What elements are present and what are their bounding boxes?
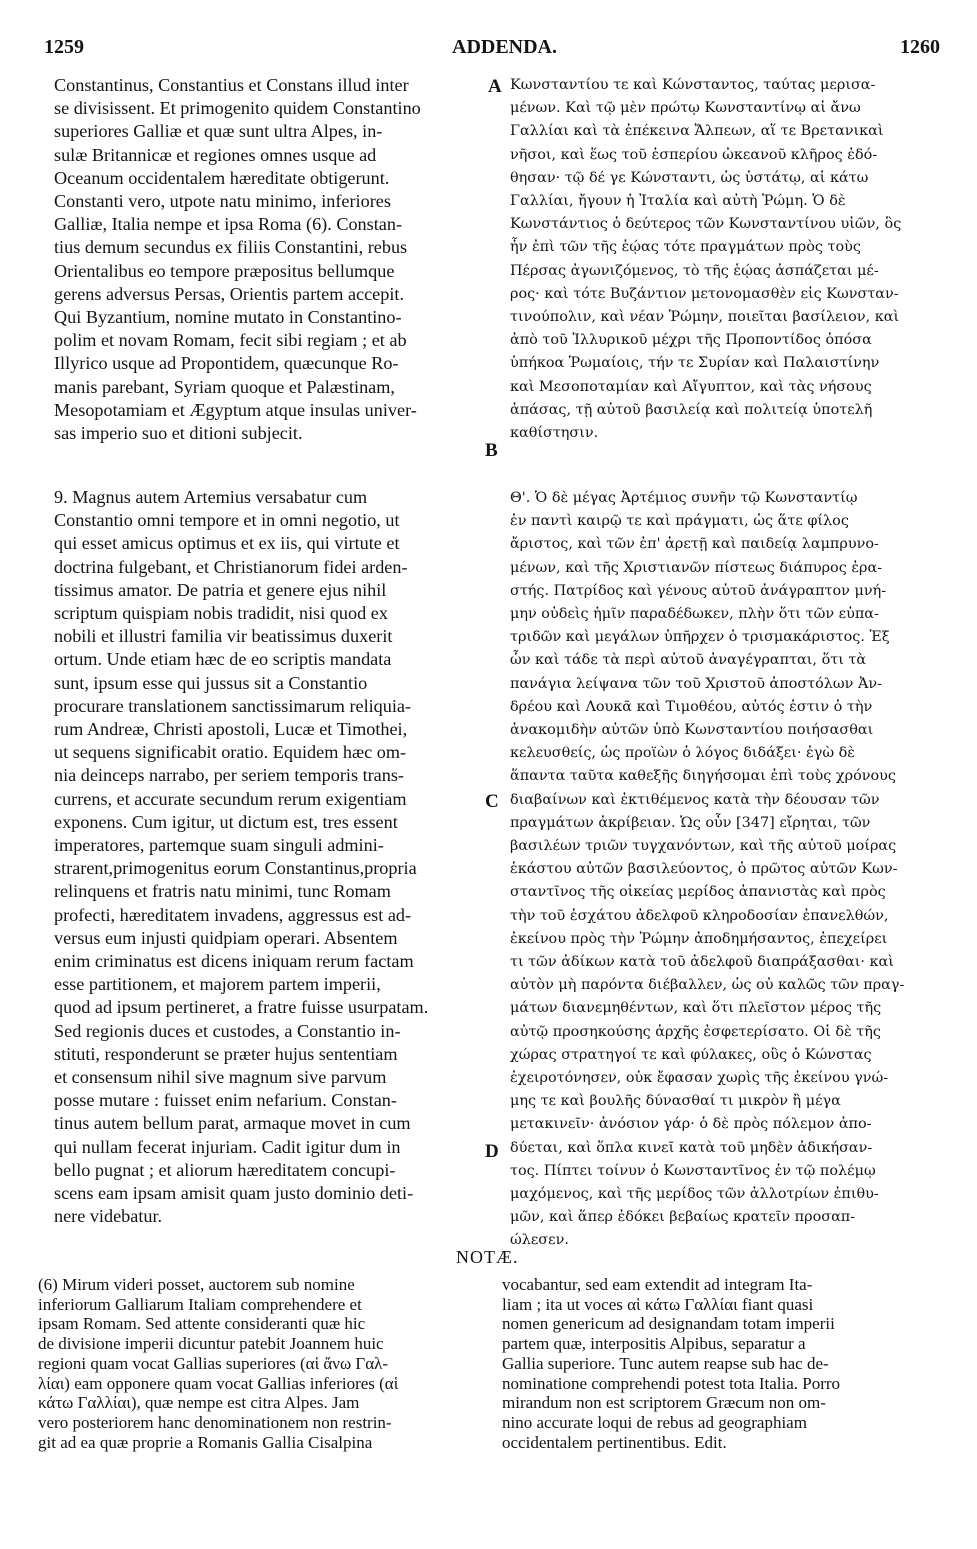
latin-line: doctrina fulgebant, et Christianorum fidei arden- [54, 556, 408, 577]
latin-line: sas imperio suo et ditioni subjecit. [54, 423, 303, 443]
latin-line: Orientalibus eo tempore præpositus bellumque [54, 260, 395, 281]
latin-line: bello pugnat ; et aliorum hæreditatem concupi- [54, 1159, 396, 1180]
note-line: vocabantur, sed eam extendit ad integram Ita- [502, 1275, 813, 1294]
greek-line: ὑπήκοα Ῥωμαίοις, τήν τε Συρίαν καὶ Παλαιστίνην [510, 355, 880, 372]
latin-line: sunt, ipsum esse qui jussus sit a Constantio [54, 672, 368, 693]
latin-line: Constantio omni tempore et in omni negotio, ut [54, 510, 400, 531]
greek-line: μάτων διανεμηθέντων, καὶ ὅτι πλεῖστον μέρος τῆς [510, 1000, 882, 1017]
note-line: λίαι) eam opponere quam vocat Gallias inferiores (αἱ [38, 1373, 399, 1393]
notes-heading: NOTÆ. [456, 1247, 519, 1267]
greek-line: Γαλλίαι, ἤγουν ἡ Ἰταλία καὶ αὐτὴ Ῥώμη. Ὁ δὲ [510, 193, 846, 209]
greek-line: μῶν, καὶ ἅπερ ἐδόκει βεβαίως κρατεῖν προσαπ- [510, 1209, 856, 1226]
latin-line: profecti, hæreditatem invadens, aggressus est ad- [54, 904, 412, 925]
greek-line: μην οὐδεὶς ἡμῖν παραδέδωκεν, πλὴν ὅτι τῶν εὐπα- [510, 606, 879, 622]
latin-line: strarent,primogenitus eorum Constantinus,propria [54, 858, 417, 879]
note-line: mirandum non est scriptorem Græcum non om- [502, 1393, 826, 1413]
note-line: git ad ea quæ proprie a Romanis Gallia Cisalpina [38, 1432, 373, 1452]
greek-line: τι τῶν ἀδίκων κατὰ τοῦ ἀδελφοῦ διαπράξασθαι· καὶ [510, 954, 894, 970]
latin-line: qui esset amicus optimus et ex iis, qui virtute et [54, 533, 400, 554]
latin-line: quod ad ipsum pertineret, a fratre fuisse usurpatam. [54, 997, 429, 1018]
latin-line: Galliæ, Italia nempe et ipsa Roma (6). Constan- [54, 214, 403, 235]
note-line: regioni quam vocat Gallias superiores (αἱ ἄνω Γαλ- [38, 1353, 389, 1373]
greek-line: πανάγια λείψανα τῶν τοῦ Χριστοῦ ἀποστόλων Ἀν- [510, 675, 882, 692]
greek-line: ρος· καὶ τότε Βυζάντιον μετονομασθὲν εἰς Κωνσταν- [510, 285, 899, 302]
greek-line: καθίστησιν. [510, 425, 599, 441]
note-line: de divisione imperii dicuntur patebit Joannem huic [38, 1334, 384, 1354]
latin-line: Qui Byzantium, nomine mutato in Constantino- [54, 307, 402, 327]
latin-line: et consensum nihil sive magnum sive parvum [54, 1067, 387, 1087]
latin-line: Oceanum occidentalem hæreditate obtigerunt. [54, 167, 390, 188]
greek-line: στής. Πατρίδος καὶ γένους αὐτοῦ ἀνάγραπτον μνή- [510, 582, 887, 599]
latin-line: gerens adversus Persas, Orientis partem accepit. [54, 283, 404, 304]
greek-line: πραγμάτων ἀκρίβειαν. Ὡς οὖν [347] εἴρηται, τῶν [510, 814, 871, 831]
latin-line: Mesopotamiam et Ægyptum atque insulas univer- [54, 399, 417, 420]
greek-line: ὧν καὶ τάδε τὰ περὶ αὐτοῦ ἀναγέγραπται, ὅτι τὰ [510, 652, 867, 669]
latin-line: Illyrico usque ad Propontidem, quæcunque Ro- [54, 353, 399, 374]
latin-line: superiores Galliæ et quæ sunt ultra Alpes, in- [54, 121, 383, 142]
latin-line: nere videbatur. [54, 1206, 163, 1227]
greek-line: ἦν ἐπὶ τῶν τῆς ἑῴας τότε πραγμάτων πρὸς τοὺς [510, 239, 861, 256]
greek-line: αὐτὸν μὴ παρόντα διέβαλλεν, ὡς οὐ καλῶς τῶν πραγ- [510, 977, 905, 994]
greek-line: δρέου καὶ Λουκᾶ καὶ Τιμοθέου, αὐτός ἐστιν ὁ τὴν [510, 698, 873, 715]
note-line: κάτω Γαλλίαι), quæ nempe est citra Alpes. Jam [38, 1393, 360, 1413]
note-line: vero posteriorem hanc denominationem non restrin- [38, 1412, 392, 1432]
greek-line: καὶ Μεσοποταμίαν καὶ Αἴγυπτον, καὶ τὰς νήσους [510, 378, 872, 395]
greek-line: Κωνσταντίου τε καὶ Κώνσταντος, ταύτας μερισα- [510, 77, 876, 93]
page-number-left: 1259 [44, 36, 84, 58]
latin-line: Constantinus, Constantius et Constans illud inter [54, 75, 409, 95]
greek-line: μης τε καὶ βουλῆς δύνασθαί τι μικρὸν ἢ μέγα [510, 1093, 841, 1110]
latin-line: tissimus amator. De patria et genere ejus nihil [54, 579, 387, 600]
greek-line: κελευσθείς, ὡς προϊὼν ὁ λόγος διδάξει· ἐγὼ δὲ [510, 745, 856, 762]
greek-line: τος. Πίπτει τοίνυν ὁ Κωνσταντῖνος ἐν τῷ πολέμῳ [510, 1162, 876, 1179]
greek-line: Θ'. Ὁ δὲ μέγας Ἀρτέμιος συνῆν τῷ Κωνσταντίῳ [510, 490, 858, 506]
note-line: Gallia superiore. Tunc autem reapse sub hac de- [502, 1353, 829, 1373]
greek-line: μετακινεῖν· ἀνόσιον γάρ· ὁ δὲ πρὸς πόλεμον ἀπο- [510, 1116, 872, 1133]
note-line: ipsam Romam. Sed attente consideranti quæ hic [38, 1314, 366, 1334]
greek-line: ἀπὸ τοῦ Ἰλλυρικοῦ μέχρι τῆς Προποντίδος ὁπόσα [510, 332, 872, 349]
note-line: nomen genericum ad designandam totam imperii [502, 1314, 835, 1334]
greek-line: ἐχειροτόνησεν, οὐκ ἔφασαν χωρὶς τῆς ἐκείνου γνώ- [510, 1070, 889, 1086]
latin-line: manis parebant, Syriam quoque et Palæstinam, [54, 376, 395, 397]
greek-line: Κωνστάντιος ὁ δεύτερος τῶν Κωνσταντίνου υἱῶν, ὃς [510, 216, 902, 233]
greek-line: Γαλλίαι καὶ τὰ ἐπέκεινα Ἄλπεων, αἵ τε Βρετανικαὶ [510, 123, 884, 140]
latin-line: currens, et accurate secundum rerum exigentiam [54, 788, 407, 809]
greek-line: σταντῖνος τῆς οἰκείας μερίδος ἀπανιστὰς καὶ πρὸς [510, 884, 886, 901]
greek-line: ἑκάστου αὐτῶν βασιλεύοντος, ὁ πρῶτος αὐτῶν Κων- [510, 861, 898, 878]
latin-line: versus eum injusti quidpiam operari. Absentem [54, 927, 398, 948]
latin-line: rum Andreæ, Christi apostoli, Lucæ et Timothei, [54, 719, 408, 739]
latin-line: posse mutare : fuisset enim nefarium. Constan- [54, 1090, 397, 1111]
note-line: nominatione comprehendi potest tota Italia. Porro [502, 1373, 841, 1393]
latin-line: se divisissent. Et primogenito quidem Constantino [54, 98, 421, 119]
note-line: nino accurate loqui de rebus ad geographiam [502, 1412, 807, 1432]
note-line: occidentalem pertinentibus. Edit. [502, 1432, 727, 1452]
greek-line: ἁπάσας, τῇ αὐτοῦ βασιλείᾳ καὶ πολιτείᾳ ὑποτελῆ [510, 401, 873, 418]
margin-letter-a: A [488, 76, 502, 97]
latin-line: stituti, responderunt se præter hujus sententiam [54, 1043, 398, 1064]
margin-letter-c: C [485, 791, 499, 812]
latin-line: tius demum secundus ex filiis Constantini, rebus [54, 237, 408, 258]
note-line: inferiorum Galliarum Italiam comprehendere et [38, 1294, 362, 1314]
greek-line: μένων. Καὶ τῷ μὲν πρώτῳ Κωνσταντίνῳ αἱ ἄνω [510, 100, 861, 117]
latin-line: nia deinceps narrabo, per seriem temporis trans- [54, 765, 404, 786]
greek-line: διαβαίνων καὶ ἐκτιθέμενος κατὰ τὴν δέουσαν τῶν [510, 791, 880, 808]
latin-line: procurare translationem sanctissimarum reliquia- [54, 695, 412, 716]
greek-line: θησαν· τῷ δέ γε Κώνσταντι, ὡς ὑστάτῳ, αἱ κάτω [510, 169, 869, 186]
greek-line: τὴν τοῦ ἐσχάτου ἀδελφοῦ κληροδοσίαν ἐπανελθών, [510, 907, 889, 924]
greek-line: τινούπολιν, καὶ νέαν Ῥώμην, ποιεῖται βασίλειον, καὶ [510, 309, 900, 325]
greek-line: μένων, καὶ τῆς Χριστιανῶν πίστεως διάπυρος ἐρα- [510, 559, 883, 576]
note-line: liam ; ita ut voces αἱ κάτω Γαλλίαι fiant quasi [502, 1294, 814, 1314]
page-number-right: 1260 [900, 36, 940, 58]
greek-line: δύεται, καὶ ὅπλα κινεῖ κατὰ τοῦ μηδὲν ἀδικήσαν- [510, 1139, 873, 1156]
latin-line: polim et novam Romam, fecit sibi regiam ; et ab [54, 330, 407, 351]
greek-line: αὐτῷ προσηκούσης ἀρχῆς ἐσφετερίσατο. Οἱ δὲ τῆς [510, 1023, 881, 1040]
margin-letter-d: D [485, 1141, 499, 1162]
greek-line: ώλεσεν. [510, 1232, 569, 1249]
greek-line: νῆσοι, καὶ ἕως τοῦ ἑσπερίου ὠκεανοῦ κλῆρος ἐδό- [510, 146, 878, 163]
running-title: ADDENDA. [452, 36, 557, 58]
greek-line: Πέρσας ἀγωνιζόμενος, τὸ τῆς ἑῴας ἀσπάζεται μέ- [510, 262, 879, 279]
note-line: partem quæ, interpositis Alpibus, separatur a [502, 1334, 806, 1354]
latin-line: sulæ Britannicæ et regiones omnes usque ad [54, 144, 377, 165]
latin-line: scens eam ipsam amisit quam justo dominio deti- [54, 1183, 414, 1203]
greek-line: βασιλέων τριῶν τυγχανόντων, καὶ τῆς αὐτοῦ μοίρας [510, 838, 897, 854]
greek-line: ἐκείνου πρὸς τὴν Ῥώμην ἀποδημήσαντος, ἐπεχείρει [510, 930, 888, 947]
latin-line: Sed regionis duces et custodes, a Constantio in- [54, 1020, 401, 1041]
latin-line: enim criminatus est dicens iniquam rerum factam [54, 951, 414, 971]
latin-line: ortum. Unde etiam hæc de eo scriptis mandata [54, 649, 392, 670]
greek-line: μαχόμενος, καὶ τῆς μερίδος τῶν ἀλλοτρίων ἐπιθυ- [510, 1186, 879, 1202]
latin-line: esse partitionem, et majorem partem imperii, [54, 974, 381, 995]
greek-line: ἅπαντα ταῦτα καθεξῆς διηγήσομαι ἐπὶ τοὺς χρόνους [510, 768, 896, 785]
latin-line: scriptum quispiam nobis tradidit, nisi quod ex [54, 603, 388, 623]
latin-line: 9. Magnus autem Artemius versabatur cum [54, 487, 368, 507]
note-line: (6) Mirum videri posset, auctorem sub nomine [38, 1275, 355, 1294]
latin-line: imperatores, partemque suam singuli admini- [54, 835, 384, 855]
latin-line: Constanti vero, utpote natu minimo, inferiores [54, 191, 391, 211]
greek-line: ἐν παντὶ καιρῷ τε καὶ πράγματι, ὡς ἅτε φίλος [510, 513, 849, 530]
latin-line: exponens. Cum igitur, ut dictum est, tres essent [54, 811, 398, 832]
greek-line: ἄριστος, καὶ τῶν ἐπ' ἀρετῇ καὶ παιδείᾳ λαμπρυνο- [510, 536, 879, 553]
greek-line: τριδῶν καὶ μεγάλων ὑπῆρχεν ὁ τρισμακάριστος. Ἐξ [510, 629, 890, 646]
latin-line: qui nullam fecerat injuriam. Cadit igitur dum in [54, 1136, 401, 1157]
greek-line: ἀνακομιδὴν αὐτῶν ὑπὸ Κωνσταντίου ποιήσασθαι [510, 722, 874, 738]
latin-line: ut sequens significabit oratio. Equidem hæc om- [54, 742, 407, 763]
latin-line: tinus autem bellum parat, armaque movet in cum [54, 1113, 411, 1134]
latin-line: nobili et illustri familia vir beatissimus duxerit [54, 626, 393, 647]
greek-line: χώρας στρατηγοί τε καὶ φύλακες, οὓς ὁ Κώνστας [510, 1046, 872, 1063]
latin-line: relinquens et fratris natu minimi, tunc Romam [54, 881, 391, 902]
margin-letter-b: B [485, 440, 498, 461]
